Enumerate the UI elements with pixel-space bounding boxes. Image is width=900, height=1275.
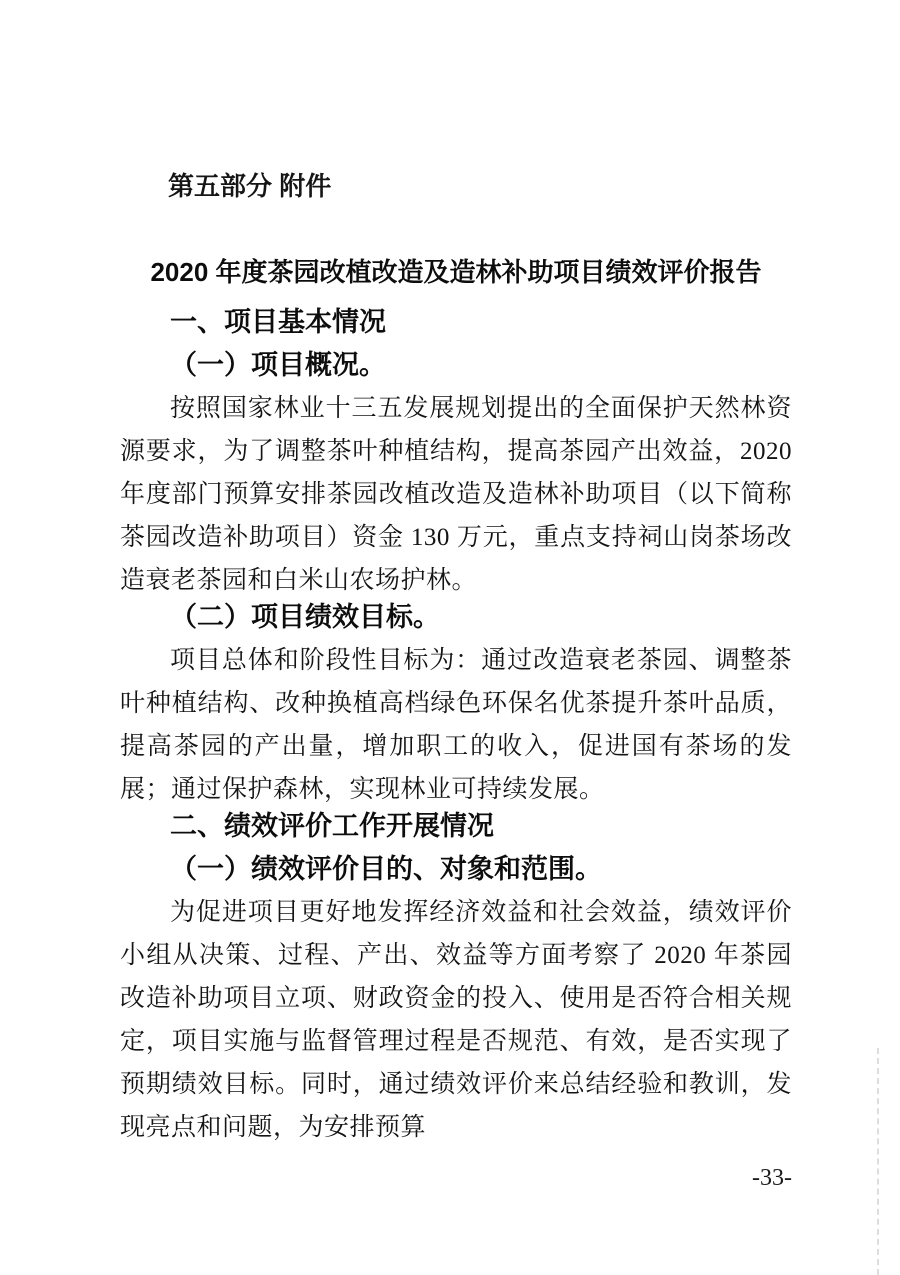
scan-artifact-dashed-line xyxy=(877,1048,879,1275)
section-heading-1: 一、项目基本情况 xyxy=(170,307,386,337)
section-heading-2: 二、绩效评价工作开展情况 xyxy=(170,811,494,841)
paragraph-performance-goals: 项目总体和阶段性目标为：通过改造衰老茶园、调整茶叶种植结构、改种换植高档绿色环保名优茶提升茶叶品质，提高茶园的产出量，增加职工的收入，促进国有茶场的发展；通过保护森林，实现林业可持续发展。 xyxy=(120,647,792,803)
report-title: 2020 年度茶园改植改造及造林补助项目绩效评价报告 xyxy=(150,257,762,287)
subsection-heading-1-2: （二）项目绩效目标。 xyxy=(170,602,440,632)
document-content xyxy=(120,165,792,1191)
subsection-heading-2-1: （一）绩效评价目的、对象和范围。 xyxy=(170,854,602,884)
part-heading: 第五部分 附件 xyxy=(168,171,332,201)
paragraph-evaluation-scope: 为促进项目更好地发挥经济效益和社会效益，绩效评价小组从决策、过程、产出、效益等方面考察了 2020 年茶园改造补助项目立项、财政资金的投入、使用是否符合相关规定，项目实施与监督管理过程是否规范、有效，是否实现了预期绩效目标。同时，通过绩效评价来总结经验和教训，发现亮点和问题，为安排预算 xyxy=(120,899,792,1141)
page-number: -33- xyxy=(752,1165,792,1191)
paragraph-project-overview: 按照国家林业十三五发展规划提出的全面保护天然林资源要求，为了调整茶叶种植结构，提高茶园产出效益，2020 年度部门预算安排茶园改植改造及造林补助项目（以下简称茶园改造补助项目）资金 130 万元，重点支持祠山岗茶场改造衰老茶园和白米山农场护林。 xyxy=(120,395,792,594)
subsection-heading-1-1: （一）项目概况。 xyxy=(170,350,386,380)
